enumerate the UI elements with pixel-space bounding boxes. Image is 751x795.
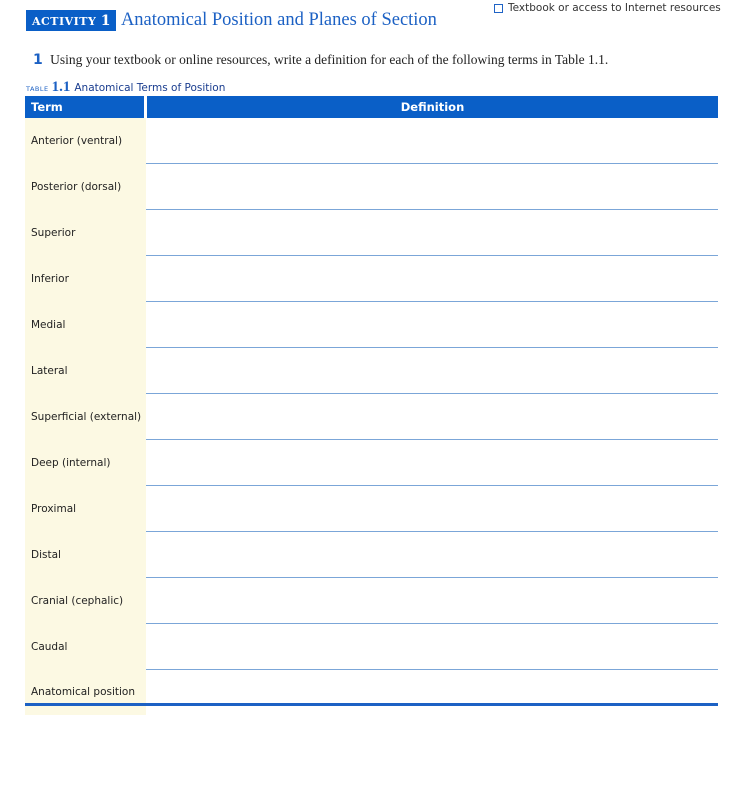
- table-header-row: [25, 96, 718, 118]
- activity-header: [26, 10, 437, 31]
- table-row: [25, 624, 718, 670]
- table-row: [25, 210, 718, 256]
- materials-item: Textbook or access to Internet resources: [508, 2, 721, 14]
- table-body: [25, 118, 718, 715]
- materials-list: [494, 2, 721, 14]
- definition-field[interactable]: [146, 302, 719, 348]
- term-cell: Proximal: [25, 486, 146, 532]
- term-cell: Anterior (ventral): [25, 118, 146, 164]
- term-cell: Medial: [25, 302, 146, 348]
- table-row: [25, 118, 718, 164]
- term-cell: Posterior (dorsal): [25, 164, 146, 210]
- definition-field[interactable]: [146, 210, 719, 256]
- table-row: [25, 578, 718, 624]
- term-cell: Anatomical position: [25, 670, 146, 716]
- table-row: [25, 164, 718, 210]
- definition-field[interactable]: [146, 486, 719, 532]
- instruction-text: Using your textbook or online resources, write a definition for each of the following terms in Table 1.1.: [50, 52, 609, 67]
- definition-field[interactable]: [146, 670, 719, 716]
- table-number: 1.1: [51, 79, 71, 95]
- definition-field[interactable]: [146, 256, 719, 302]
- table-row: [25, 440, 718, 486]
- definition-field[interactable]: [146, 118, 719, 164]
- definition-field[interactable]: [146, 578, 719, 624]
- table-tag: TABLE: [26, 85, 49, 93]
- term-column-header: Term: [25, 96, 146, 118]
- activity-number: 1: [100, 13, 111, 29]
- instruction: [33, 52, 608, 68]
- term-cell: Superficial (external): [25, 394, 146, 440]
- activity-label: ACTIVITY: [32, 15, 97, 28]
- definition-field[interactable]: [146, 394, 719, 440]
- activity-title: Anatomical Position and Planes of Section: [120, 10, 437, 30]
- definition-field[interactable]: [146, 624, 719, 670]
- table-row: [25, 348, 718, 394]
- term-cell: Distal: [25, 532, 146, 578]
- table-bottom-rule: [25, 703, 718, 706]
- step-number: 1: [33, 52, 43, 68]
- definition-field[interactable]: [146, 164, 719, 210]
- activity-badge: [26, 10, 116, 31]
- checkbox-icon[interactable]: [494, 4, 503, 13]
- definition-field[interactable]: [146, 532, 719, 578]
- table-caption-text: Anatomical Terms of Position: [74, 82, 226, 94]
- table-row: [25, 486, 718, 532]
- term-cell: Superior: [25, 210, 146, 256]
- table-row: [25, 670, 718, 716]
- table-row: [25, 394, 718, 440]
- definition-field[interactable]: [146, 440, 719, 486]
- table-row: [25, 302, 718, 348]
- terms-table: [25, 96, 718, 715]
- table-row: [25, 532, 718, 578]
- definition-column-header: Definition: [146, 96, 719, 118]
- term-cell: Deep (internal): [25, 440, 146, 486]
- table-caption: [26, 79, 225, 96]
- term-cell: Caudal: [25, 624, 146, 670]
- term-cell: Inferior: [25, 256, 146, 302]
- term-cell: Lateral: [25, 348, 146, 394]
- table-row: [25, 256, 718, 302]
- term-cell: Cranial (cephalic): [25, 578, 146, 624]
- definition-field[interactable]: [146, 348, 719, 394]
